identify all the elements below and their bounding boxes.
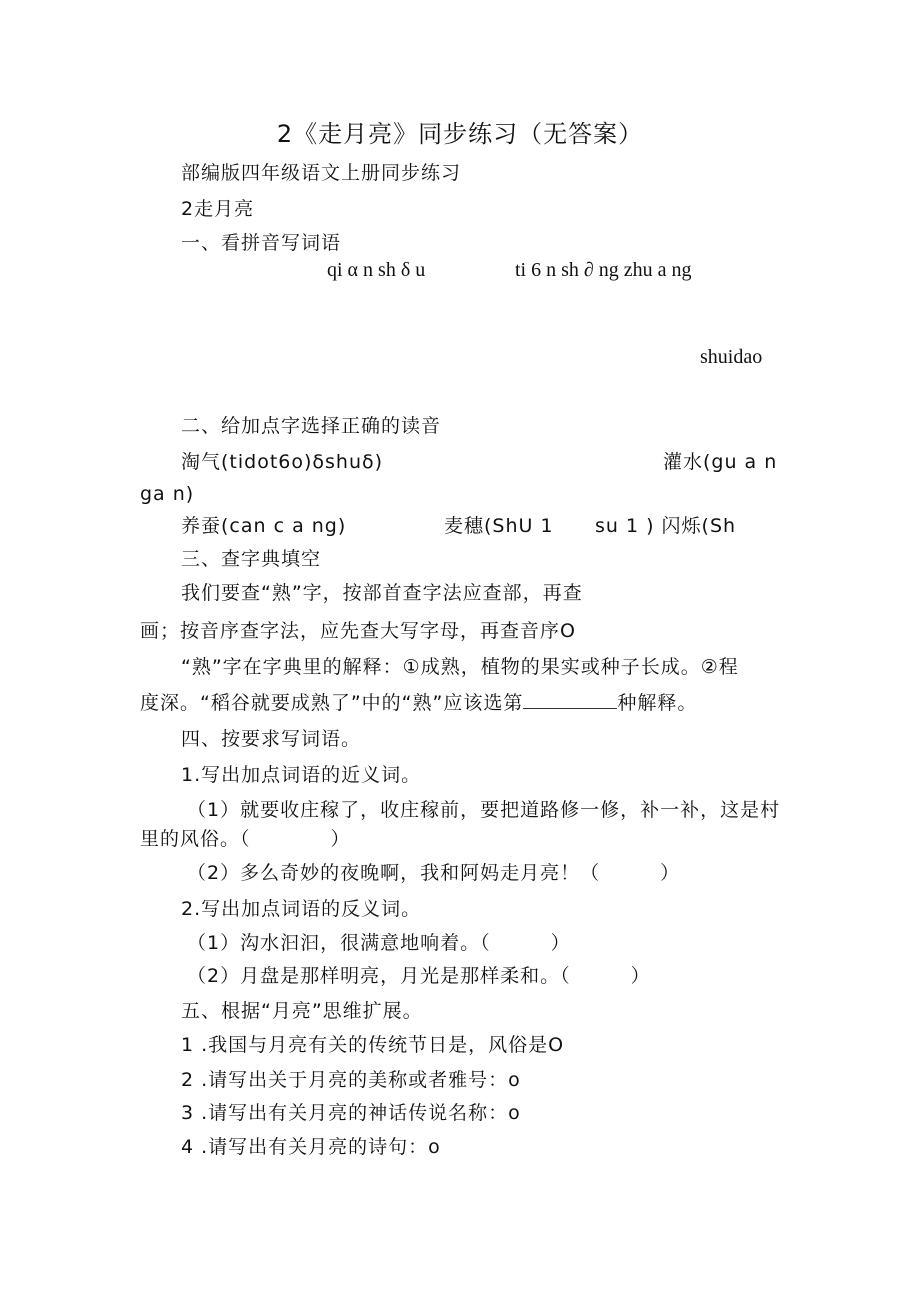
paragraph-line: 我们要查“熟”字，按部首查字法应查部，再查 [181, 582, 583, 604]
lesson-title: 2走月亮 [181, 198, 255, 220]
reading-item: 养蚕(can c a ng) [181, 515, 347, 537]
list-item: 3 .请写出有关月亮的神话传说名称：o [181, 1102, 521, 1124]
fill-blank[interactable] [523, 692, 617, 709]
paragraph-text: 种解释。 [617, 692, 698, 714]
reading-item: su 1 ) 闪烁(Sh [595, 515, 737, 537]
page-title: 2《走月亮》同步练习（无答案） [276, 120, 644, 148]
reading-item: 淘气(tidot6o)δshuδ) [181, 451, 384, 473]
section3-heading: 三、查字典填空 [181, 548, 322, 570]
list-item: 2 .请写出关于月亮的美称或者雅号：o [181, 1069, 521, 1091]
section4-heading: 四、按要求写词语。 [181, 728, 362, 750]
question-line: （2）多么奇妙的夜晚啊，我和阿妈走月亮！（ ） [187, 862, 681, 884]
question-line: （2）月盘是那样明亮，月光是那样柔和。（ ） [187, 965, 651, 987]
pinyin-item: qi α n sh δ u [327, 259, 426, 281]
reading-item: 麦穗(ShU 1 [444, 515, 554, 537]
pinyin-item: shuidao [700, 346, 763, 368]
question-line: 里的风俗。（ ） [140, 828, 351, 850]
subtitle: 部编版四年级语文上册同步练习 [181, 162, 462, 184]
list-item: 4 .请写出有关月亮的诗句：o [181, 1136, 441, 1158]
question-heading: 2.写出加点词语的反义词。 [181, 898, 422, 920]
question-line: （1）沟水汩汩，很满意地响着。（ ） [187, 932, 571, 954]
paragraph-line [140, 690, 697, 716]
pinyin-item: ti 6 n sh ∂ ng zhu a ng [515, 259, 692, 281]
paragraph-text: 度深。“稻谷就要成熟了”中的“熟”应该选第 [140, 692, 524, 714]
question-heading: 1.写出加点词语的近义词。 [181, 764, 422, 786]
reading-item: 灌水(gu a n [663, 451, 778, 473]
paragraph-line: 画；按音序查字法，应先查大写字母，再查音序O [140, 620, 576, 642]
section2-heading: 二、给加点字选择正确的读音 [181, 415, 442, 437]
paragraph-line: “熟”字在字典里的解释：①成熟，植物的果实或种子长成。②程 [181, 656, 739, 678]
section1-heading: 一、看拼音写词语 [181, 232, 342, 254]
question-line: （1）就要收庄稼了，收庄稼前，要把道路修一修，补一补，这是村 [187, 799, 781, 821]
section5-heading: 五、根据“月亮”思维扩展。 [181, 1000, 423, 1022]
reading-item: ga n) [140, 483, 195, 505]
list-item: 1 .我国与月亮有关的传统节日是，风俗是O [181, 1034, 565, 1056]
